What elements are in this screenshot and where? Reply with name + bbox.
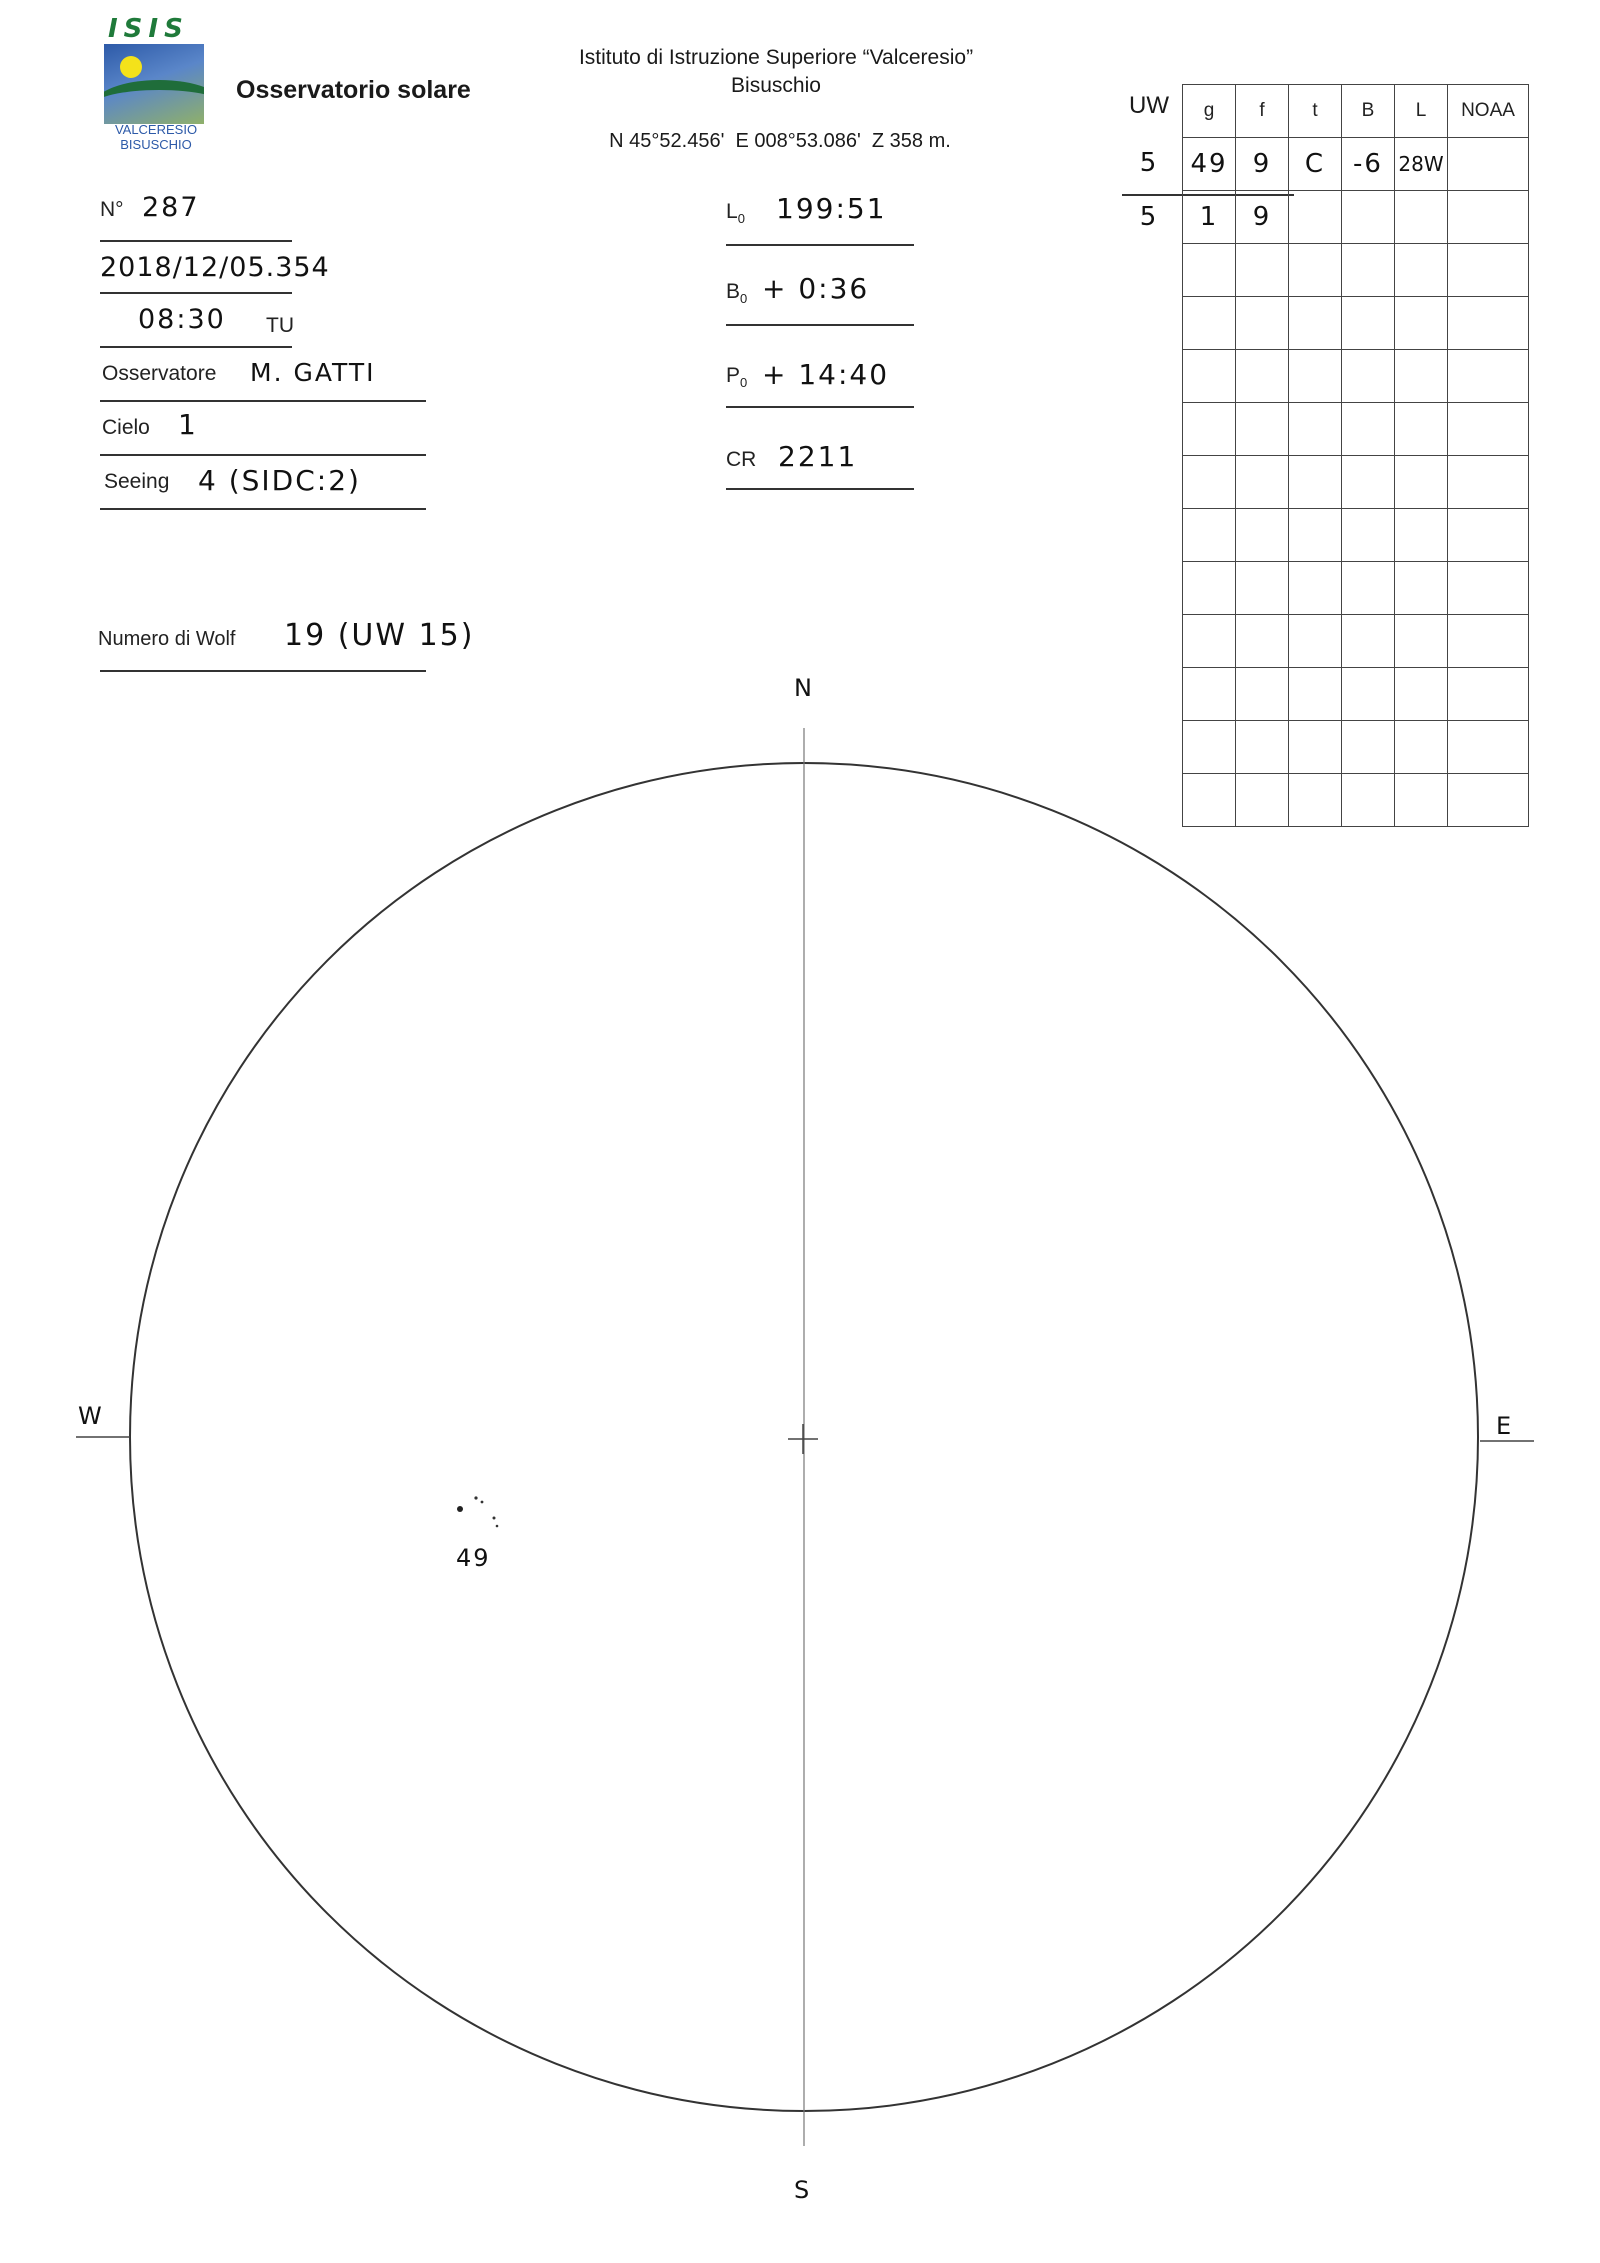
uw-row-1: 5 bbox=[1139, 148, 1159, 178]
institute-name: Istituto di Istruzione Superiore “Valceresio” bbox=[578, 46, 974, 69]
page-title: Osservatorio solare bbox=[236, 76, 471, 104]
sunspot bbox=[496, 1525, 499, 1528]
p0-value: + 14:40 bbox=[762, 358, 890, 391]
b0-label: $B_0$ bbox=[726, 280, 748, 307]
table-cell: -6 bbox=[1342, 138, 1395, 191]
sky-value: 1 bbox=[178, 408, 198, 441]
observer-value: M. GATTI bbox=[250, 358, 376, 387]
header-g: g bbox=[1183, 85, 1236, 138]
south-label: S bbox=[794, 2176, 812, 2204]
sunspot bbox=[474, 1496, 477, 1499]
b0-value: + 0:36 bbox=[762, 272, 870, 305]
seeing-label: Seeing bbox=[104, 470, 170, 493]
east-label: E bbox=[1496, 1412, 1514, 1440]
table-cell: C bbox=[1289, 138, 1342, 191]
sky-label: Cielo bbox=[102, 416, 150, 439]
sunspot bbox=[457, 1506, 463, 1512]
cr-value: 2211 bbox=[778, 440, 858, 473]
logo-wordmark: ISIS bbox=[108, 14, 189, 44]
number-value: 287 bbox=[142, 192, 200, 223]
wolf-number-value: 19 (UW 15) bbox=[284, 618, 475, 653]
uw-row-2: 5 bbox=[1139, 202, 1159, 232]
date-value: 2018/12/05.354 bbox=[100, 252, 330, 283]
number-label: N° bbox=[100, 198, 124, 221]
wolf-number-label: Numero di Wolf bbox=[98, 628, 236, 650]
seeing-value: 4 (SIDC:2) bbox=[198, 464, 361, 497]
table-cell: 9 bbox=[1236, 138, 1289, 191]
table-cell: 9 bbox=[1236, 191, 1289, 244]
observer-label: Osservatore bbox=[102, 362, 217, 385]
l0-value: 199:51 bbox=[776, 192, 887, 225]
time-value: 08:30 bbox=[138, 304, 226, 335]
west-label: W bbox=[78, 1402, 104, 1430]
sunspot bbox=[481, 1501, 484, 1504]
logo-caption-2: BISUSCHIO bbox=[120, 137, 192, 152]
p0-label: $P_0$ bbox=[726, 364, 748, 391]
north-label: N bbox=[794, 674, 814, 702]
sunspot bbox=[493, 1517, 496, 1520]
header-noaa: NOAA bbox=[1448, 85, 1529, 138]
header-t: t bbox=[1289, 85, 1342, 138]
header-l: L bbox=[1395, 85, 1448, 138]
header-b: B bbox=[1342, 85, 1395, 138]
institute-town: Bisuschio bbox=[731, 74, 821, 97]
table-cell: 1 bbox=[1183, 191, 1236, 244]
time-unit: TU bbox=[266, 314, 294, 337]
table-cell: 28W bbox=[1395, 138, 1448, 191]
uw-header: UW bbox=[1129, 92, 1169, 119]
header-f: f bbox=[1236, 85, 1289, 138]
l0-label: $L_0$ bbox=[726, 200, 745, 227]
cr-label: CR bbox=[726, 448, 757, 471]
observatory-coordinates: N 45°52.456' E 008°53.086' Z 358 m. bbox=[609, 130, 951, 152]
sunspot-group-label: 49 bbox=[456, 1544, 491, 1572]
table-cell: 49 bbox=[1183, 138, 1236, 191]
logo-caption-1: VALCERESIO bbox=[114, 122, 198, 137]
